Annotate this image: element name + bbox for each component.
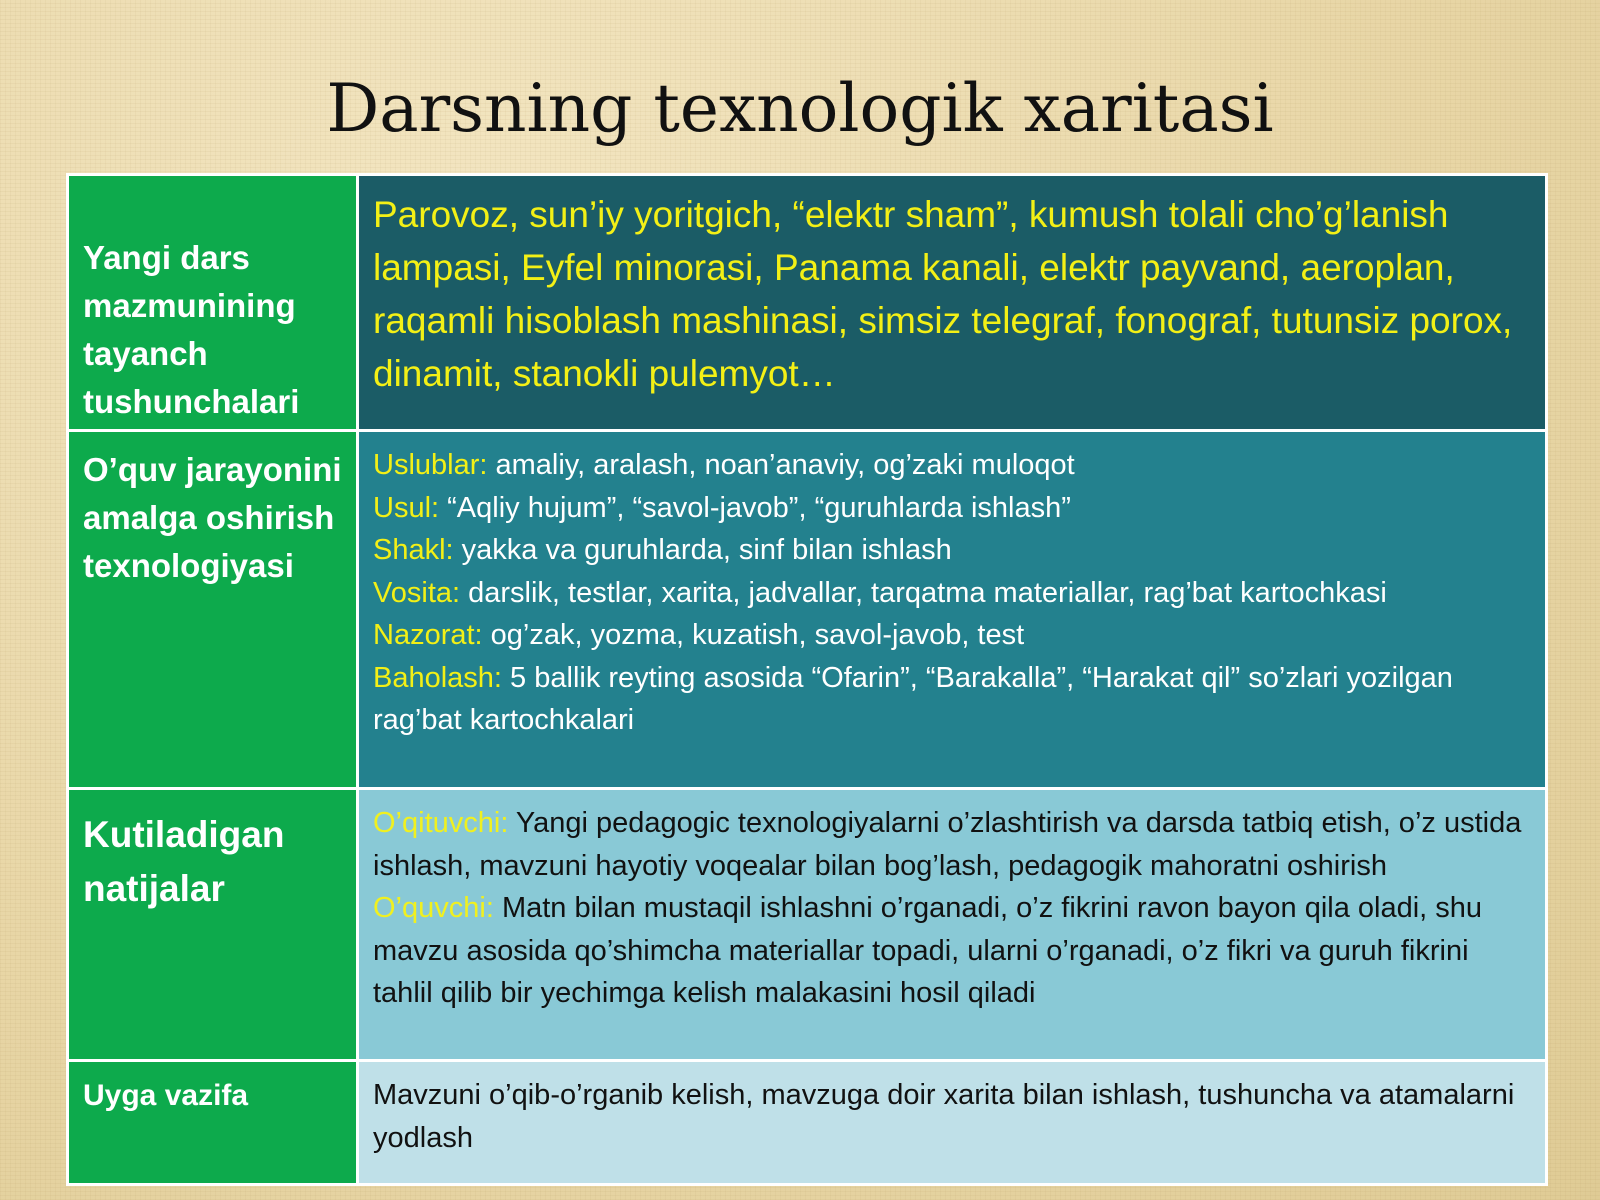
list-item [373, 487, 1531, 530]
row-label: Uyga vazifa [68, 1061, 358, 1185]
row-label: Kutiladigan natijalar [68, 789, 358, 1061]
list-item [373, 529, 1531, 572]
table-row-key-concepts [68, 175, 1547, 431]
row-content [358, 1061, 1547, 1185]
row-label: Yangi dars mazmunining tayanch tushunchalari [68, 175, 358, 431]
list-item [373, 572, 1531, 615]
key-concepts-text: Parovoz, sun’iy yoritgich, “elektr sham”, kumush tolali cho’g’lanish lampasi, Eyfel minorasi, Panama kanali, elektr payvand, aeroplan, raqamli hisoblash mashinasi, simsiz telegraf, fonograf, tutunsiz porox, dinamit, stanokli pulemyot… [373, 194, 1513, 394]
list-item [373, 444, 1531, 487]
table-row-expected-results [68, 789, 1547, 1061]
item-key: O’qituvchi: [373, 807, 509, 839]
list-item [373, 802, 1531, 887]
item-key: Usul: [373, 491, 440, 524]
slide-title: Darsning texnologik xaritasi [326, 70, 1274, 147]
item-key: Uslublar: [373, 449, 488, 481]
item-key: Nazorat: [373, 619, 483, 651]
item-text: Matn bilan mustaqil ishlashni o’rganadi, o’z fikrini ravon bayon qila oladi, shu mavzu asosida qo’shimcha materiallar topadi, ularni o’rganadi, o’z fikri va guruh fikrini tahlil qilib bir yechimga kelish malakasini hosil qiladi [373, 892, 1483, 1009]
item-text: “Aqliy hujum”, “savol-javob”, “guruhlarda ishlash” [439, 491, 1071, 524]
table-row-homework [68, 1061, 1547, 1185]
item-text: amaliy, aralash, noan’anaviy, og’zaki muloqot [487, 449, 1075, 481]
item-text: darslik, testlar, xarita, jadvallar, tarqatma materiallar, rag’bat kartochkasi [460, 576, 1387, 609]
item-key: Vosita: [373, 576, 461, 609]
row-label: O’quv jarayonini amalga oshirish texnologiyasi [68, 431, 358, 789]
lesson-map-table [66, 173, 1548, 1186]
item-text: yakka va guruhlarda, sinf bilan ishlash [453, 534, 952, 566]
row-content [358, 175, 1547, 431]
homework-text: Mavzuni o’qib-o’rganib kelish, mavzuga doir xarita bilan ishlash, tushuncha va atamalarni yodlash [373, 1079, 1515, 1154]
list-item [373, 614, 1531, 657]
item-text: og’zak, yozma, kuzatish, savol-javob, test [482, 619, 1025, 651]
item-key: Shakl: [373, 534, 454, 566]
list-item [373, 657, 1531, 742]
item-text: Yangi pedagogic texnologiyalarni o’zlashtirish va darsda tatbiq etish, o’z ustida ishlash, mavzuni hayotiy voqealar bilan bog’lash, pedagogik mahoratni oshirish [373, 807, 1522, 882]
row-content [358, 789, 1547, 1061]
item-key: O’quvchi: [373, 892, 494, 924]
table-row-technology [68, 431, 1547, 789]
list-item [373, 887, 1531, 1015]
item-key: Baholash: [373, 661, 502, 694]
item-text: 5 ballik reyting asosida “Ofarin”, “Barakalla”, “Harakat qil” so’zlari yozilgan rag’bat kartochkalari [373, 661, 1453, 736]
row-content [358, 431, 1547, 789]
